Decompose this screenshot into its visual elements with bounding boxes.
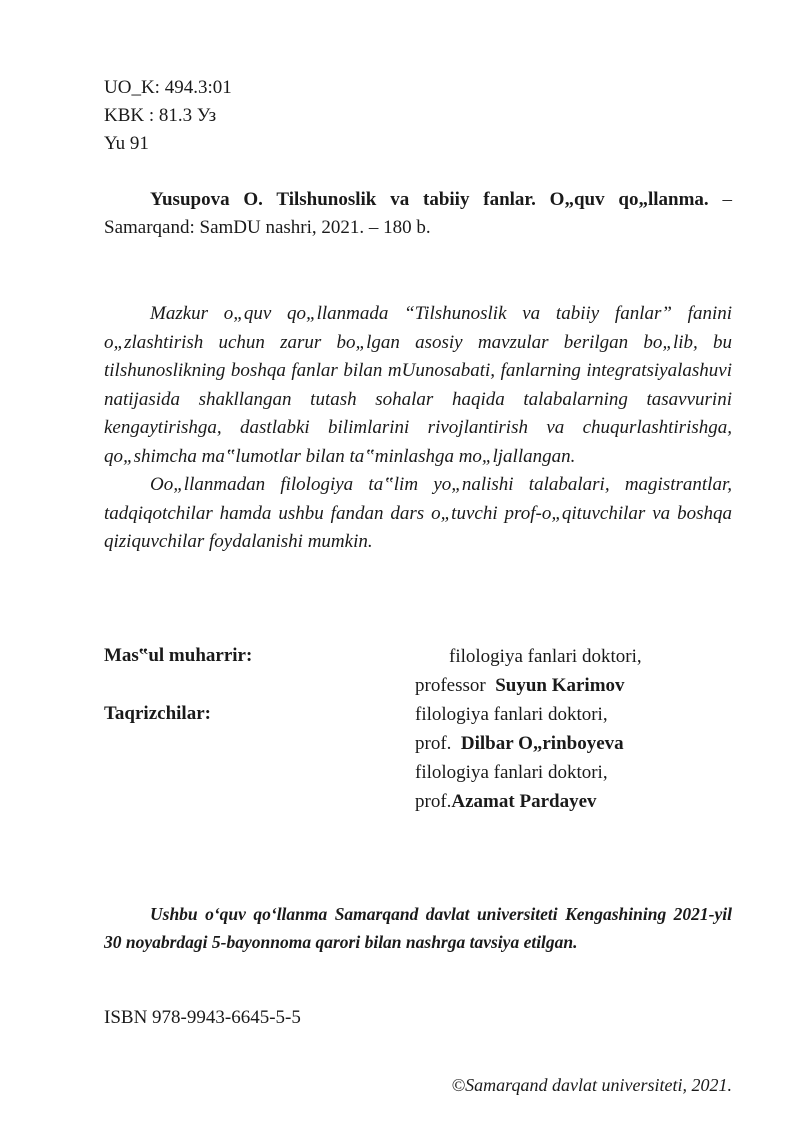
annotation <box>104 300 732 557</box>
isbn: ISBN 978-9943-6645-5-5 <box>104 1007 301 1028</box>
editor-info <box>415 642 645 700</box>
editor-row <box>104 642 732 700</box>
udk-code: UO_K: 494.3:01 <box>104 77 232 98</box>
reviewer-1-title: filologiya fanlari doktori, prof. <box>415 704 608 754</box>
approval-text: Ushbu o‘quv qo‘llanma Samarqand davlat universiteti Kengashining 2021-yil 30 noyabrdagi 5-bayonnoma qarori bilan nashrga tavsiya etilgan. <box>104 904 732 952</box>
reviewer-2-title: filologiya fanlari doktori, prof. <box>415 762 608 812</box>
approval-note <box>104 900 732 956</box>
annotation-paragraph-2: Oo„llanmadan filologiya ta‟lim yo„nalishi talabalari, magistrantlar, tadqiqotchilar hamda ushbu fandan dars o„tuvchi prof-o„qituvchilar va boshqa qiziquvchilar foydalanishi mumkin. <box>104 474 732 552</box>
annotation-paragraph-1: Mazkur o„quv qo„llanmada “Tilshunoslik va tabiiy fanlar” fanini o„zlashtirish uchun zarur bo„lgan asosiy mavzular berilgan bo„lib, bu tilshunoslikning boshqa fanlar bilan mUunosabati, fanlarning integratsiyalashuvi natijasida shakllangan tutash sohalar haqida talabalarning tasavvurini kengaytirishga, dastlabki bilimlarini rivojlantirish va chuqurlashtirishga, qo„shimcha ma‟lumotlar bilan ta‟minlashga mo„ljallangan. <box>104 303 732 467</box>
classification-codes <box>104 74 232 158</box>
kbk-code: KBK : 81.3 Уз <box>104 105 217 126</box>
author-code: Yu 91 <box>104 133 149 154</box>
editor-title-line2: doktori, professor <box>415 646 642 696</box>
staff-block <box>104 642 732 816</box>
editor-name: Suyun Karimov <box>495 675 625 696</box>
reviewers-info <box>415 700 640 816</box>
editor-label: Mas‟ul muharrir: <box>104 645 253 666</box>
reviewers-label: Taqrizchilar: <box>104 703 211 724</box>
copyright: ©Samarqand davlat universiteti, 2021. <box>451 1075 732 1095</box>
citation-publication: – Samarqand: SamDU nashri, 2021. – 180 b. <box>104 189 732 238</box>
editor-title-line1: filologiya fanlari <box>449 646 578 667</box>
citation-title: Yusupova O. Tilshunoslik va tabiiy fanlar. O„quv qo„llanma. <box>150 189 709 210</box>
bibliographic-citation <box>104 186 732 242</box>
reviewers-row <box>104 700 732 816</box>
reviewer-2-name: Azamat Pardayev <box>451 791 597 812</box>
reviewer-1-name: Dilbar O„rinboyeva <box>460 733 624 754</box>
